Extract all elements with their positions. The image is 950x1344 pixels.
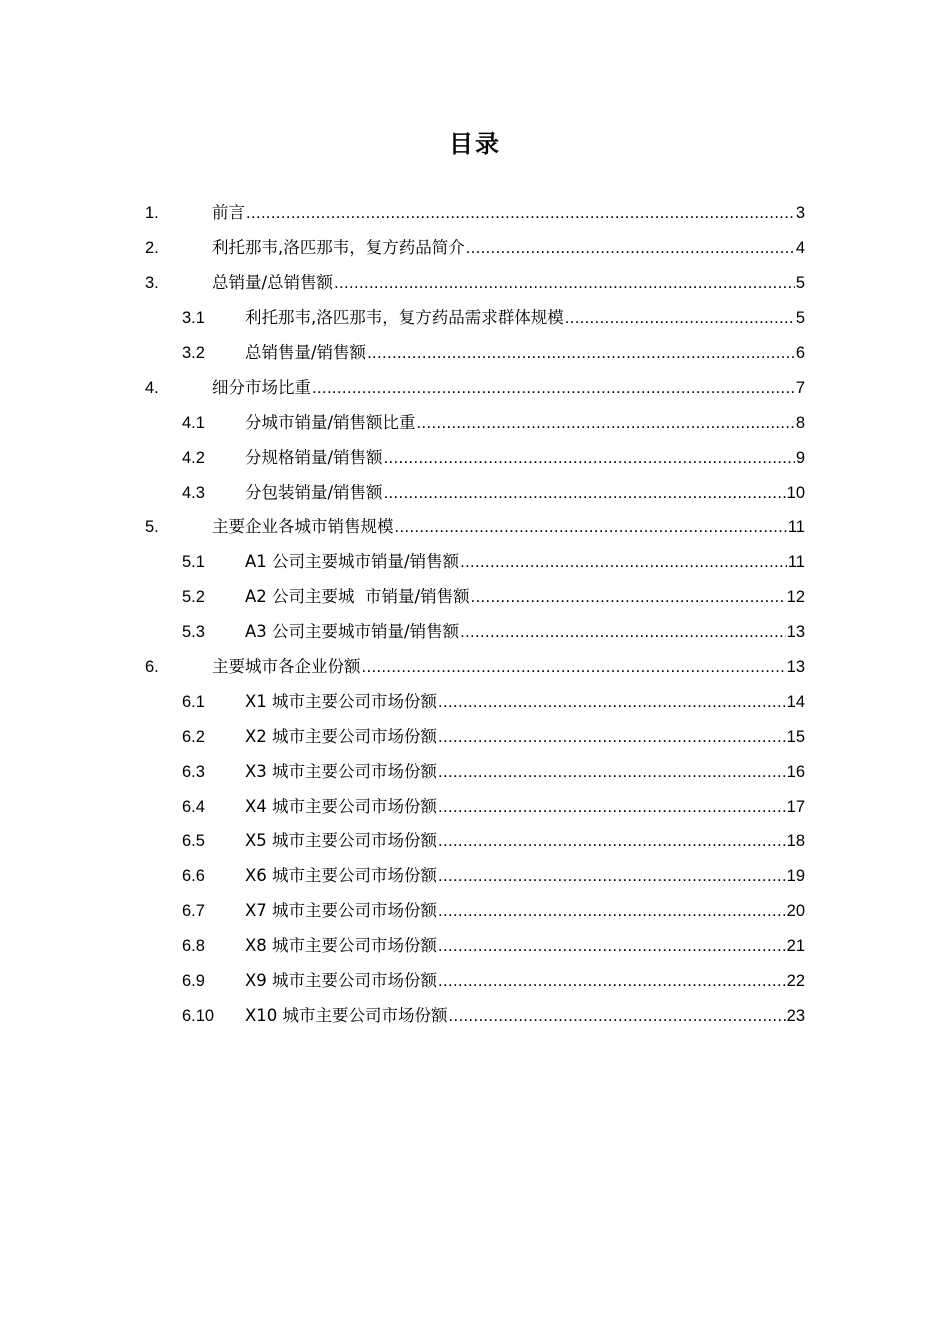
toc-entry-number: 4.1: [182, 413, 205, 432]
toc-dot-leader: [438, 796, 786, 818]
toc-entry[interactable]: [0, 684, 950, 719]
toc-entry-line: [245, 691, 805, 713]
toc-entry-number: 4.2: [182, 448, 205, 467]
toc-entry-line: [245, 726, 805, 748]
toc-entry[interactable]: [0, 440, 950, 475]
toc-entry[interactable]: [0, 370, 950, 405]
toc-entry-line: [245, 447, 805, 469]
toc-dot-leader: [466, 237, 795, 259]
toc-entry[interactable]: [0, 510, 950, 545]
toc-entry-line: [245, 342, 805, 364]
toc-entry[interactable]: [0, 545, 950, 580]
toc-entry-line: [212, 202, 805, 224]
toc-entry-line: [245, 1005, 805, 1027]
toc-dot-leader: [460, 551, 787, 573]
toc-entry-number: 3.2: [182, 344, 205, 362]
toc-dot-leader: [438, 865, 786, 887]
toc-entry[interactable]: [0, 301, 950, 336]
toc-entry-number: 6.2: [182, 727, 205, 746]
toc-entry-title: X9 城市主要公司市场份额: [245, 971, 438, 991]
toc-entry-title: 总销售量/销售额: [245, 343, 367, 362]
toc-entry-page-number: 17: [786, 797, 805, 816]
toc-entry[interactable]: [0, 580, 950, 615]
toc-entry-number: 4.3: [182, 483, 205, 502]
toc-entry[interactable]: [0, 998, 950, 1033]
toc-entry-page-number: 7: [795, 378, 805, 397]
toc-entry-number: 5.3: [182, 623, 205, 642]
toc-entry-page-number: 5: [795, 309, 805, 328]
toc-entry-number: 6.1: [182, 692, 205, 711]
toc-entry-page-number: 13: [786, 623, 805, 642]
toc-entry-title: 主要企业各城市销售规模: [212, 517, 394, 537]
toc-entry-line: [212, 516, 805, 538]
toc-entry[interactable]: [0, 754, 950, 789]
toc-entry-page-number: 20: [786, 902, 805, 921]
toc-entry-line: [212, 237, 805, 259]
toc-entry-page-number: 9: [795, 448, 805, 467]
toc-entry-title: X8 城市主要公司市场份额: [245, 936, 438, 956]
toc-dot-leader: [471, 586, 786, 608]
toc-dot-leader: [417, 412, 795, 434]
toc-dot-leader: [438, 691, 786, 713]
toc-entry-number: 6.4: [182, 797, 205, 816]
toc-entry-page-number: 19: [786, 867, 805, 886]
toc-entry-page-number: 8: [795, 413, 805, 432]
toc-entry[interactable]: [0, 964, 950, 999]
toc-entry-line: [245, 761, 805, 783]
toc-entry-title: 分城市销量/销售额比重: [245, 412, 416, 432]
toc-entry[interactable]: [0, 475, 950, 510]
toc-entry-number: 6.8: [182, 937, 205, 956]
toc-entry-line: [245, 482, 805, 504]
toc-entry-page-number: 12: [786, 588, 805, 607]
toc-entry-title: X3 城市主要公司市场份额: [245, 761, 438, 781]
toc-entry-page-number: 21: [786, 937, 805, 956]
toc-entry-number: 6.9: [182, 972, 205, 991]
toc-entry-page-number: 6: [795, 344, 805, 362]
toc-entry[interactable]: [0, 615, 950, 650]
toc-entry-line: [245, 865, 805, 887]
toc-dot-leader: [438, 830, 786, 852]
toc-entry-page-number: 22: [786, 972, 805, 991]
toc-entry[interactable]: [0, 789, 950, 824]
toc-entry-line: [212, 272, 805, 294]
toc-entry-number: 5.2: [182, 588, 205, 607]
toc-entry-title: 总销量/总销售额: [212, 273, 334, 293]
toc-entry-page-number: 18: [786, 832, 805, 851]
toc-entry-number: 3.1: [182, 309, 205, 328]
toc-entry-line: [245, 900, 805, 922]
toc-entry-line: [245, 830, 805, 852]
toc-entry-title: A3 公司主要城市销量/销售额: [245, 622, 460, 642]
toc-entry-page-number: 16: [786, 762, 805, 781]
toc-entry[interactable]: [0, 719, 950, 754]
toc-entry[interactable]: [0, 650, 950, 685]
toc-dot-leader: [438, 900, 786, 922]
toc-entry-line: [245, 796, 805, 818]
toc-entry-page-number: 4: [795, 239, 805, 258]
toc-entry-page-number: 13: [786, 658, 805, 677]
toc-entry-page-number: 14: [786, 692, 805, 711]
toc-entry-title: 利托那韦,洛匹那韦，复方药品需求群体规模: [245, 308, 564, 328]
toc-entry-title: X2 城市主要公司市场份额: [245, 726, 438, 746]
toc-entry-title: 分包装销量/销售额: [245, 482, 383, 502]
toc-entry-number: 2.: [145, 239, 159, 258]
toc-entry-line: [212, 656, 805, 678]
toc-dot-leader: [449, 1005, 786, 1027]
toc-entry-title: X4 城市主要公司市场份额: [245, 796, 438, 816]
toc-entry-page-number: 10: [786, 483, 805, 502]
toc-entry-number: 6.10: [182, 1006, 215, 1025]
toc-entry[interactable]: [0, 405, 950, 440]
toc-entry-title: X6 城市主要公司市场份额: [245, 866, 438, 886]
toc-entry-title: X10 城市主要公司市场份额: [245, 1005, 448, 1025]
toc-entry-line: [245, 307, 805, 329]
toc-entry[interactable]: [0, 196, 950, 231]
toc-entry-number: 6.: [145, 658, 159, 677]
toc-dot-leader: [384, 482, 786, 504]
toc-dot-leader: [334, 272, 795, 294]
toc-dot-leader: [246, 202, 795, 224]
toc-dot-leader: [438, 761, 786, 783]
toc-entry-line: [212, 377, 805, 399]
toc-entry-line: [245, 586, 805, 608]
toc-dot-leader: [460, 621, 786, 643]
toc-dot-leader: [395, 516, 787, 538]
toc-entry-page-number: 3: [795, 204, 805, 223]
toc-entry-page-number: 15: [786, 727, 805, 746]
toc-entry[interactable]: [0, 824, 950, 859]
toc-entry-title: A1 公司主要城市销量/销售额: [245, 552, 460, 572]
toc-entry[interactable]: [0, 336, 950, 371]
toc-entry-line: [245, 970, 805, 992]
toc-entry[interactable]: [0, 231, 950, 266]
toc-entry-title: 细分市场比重: [212, 377, 311, 397]
toc-entry-number: 6.6: [182, 867, 205, 886]
toc-entry-number: 6.5: [182, 832, 205, 851]
toc-entry-title: 主要城市各企业份额: [212, 657, 361, 677]
toc-dot-leader: [362, 656, 786, 678]
toc-entry-title: 分规格销量/销售额: [245, 447, 383, 467]
toc-entry[interactable]: [0, 266, 950, 301]
toc-entry-title: A2 公司主要城 市销量/销售额: [245, 587, 470, 607]
toc-entry-line: [245, 551, 805, 573]
toc-entry-page-number: 23: [786, 1006, 805, 1025]
toc-entry[interactable]: [0, 929, 950, 964]
toc-entry-page-number: 5: [795, 274, 805, 293]
toc-dot-leader: [367, 342, 795, 364]
toc-entry-page-number: 11: [787, 518, 805, 537]
page-title: 目录: [449, 130, 501, 158]
toc-entry-number: 6.3: [182, 762, 205, 781]
toc-entry[interactable]: [0, 859, 950, 894]
toc-dot-leader: [438, 970, 786, 992]
toc-entry-title: 利托那韦,洛匹那韦，复方药品简介: [212, 238, 465, 258]
toc-dot-leader: [384, 447, 795, 469]
toc-entry-page-number: 11: [787, 553, 805, 572]
toc-entry-title: X1 城市主要公司市场份额: [245, 691, 438, 711]
table-of-contents: [0, 196, 950, 1033]
toc-entry-number: 5.1: [182, 553, 205, 572]
toc-entry-number: 6.7: [182, 902, 205, 921]
toc-entry-title: 前言: [212, 203, 245, 223]
toc-dot-leader: [438, 935, 786, 957]
toc-entry-title: X7 城市主要公司市场份额: [245, 901, 438, 921]
toc-entry-line: [245, 412, 805, 434]
toc-entry-number: 1.: [145, 204, 159, 223]
toc-dot-leader: [312, 377, 795, 399]
toc-entry-number: 4.: [145, 378, 159, 397]
toc-entry[interactable]: [0, 894, 950, 929]
toc-dot-leader: [565, 307, 795, 329]
toc-entry-line: [245, 621, 805, 643]
toc-entry-line: [245, 935, 805, 957]
toc-entry-title: X5 城市主要公司市场份额: [245, 831, 438, 851]
toc-dot-leader: [438, 726, 786, 748]
toc-entry-number: 5.: [145, 518, 159, 537]
toc-entry-number: 3.: [145, 274, 159, 293]
